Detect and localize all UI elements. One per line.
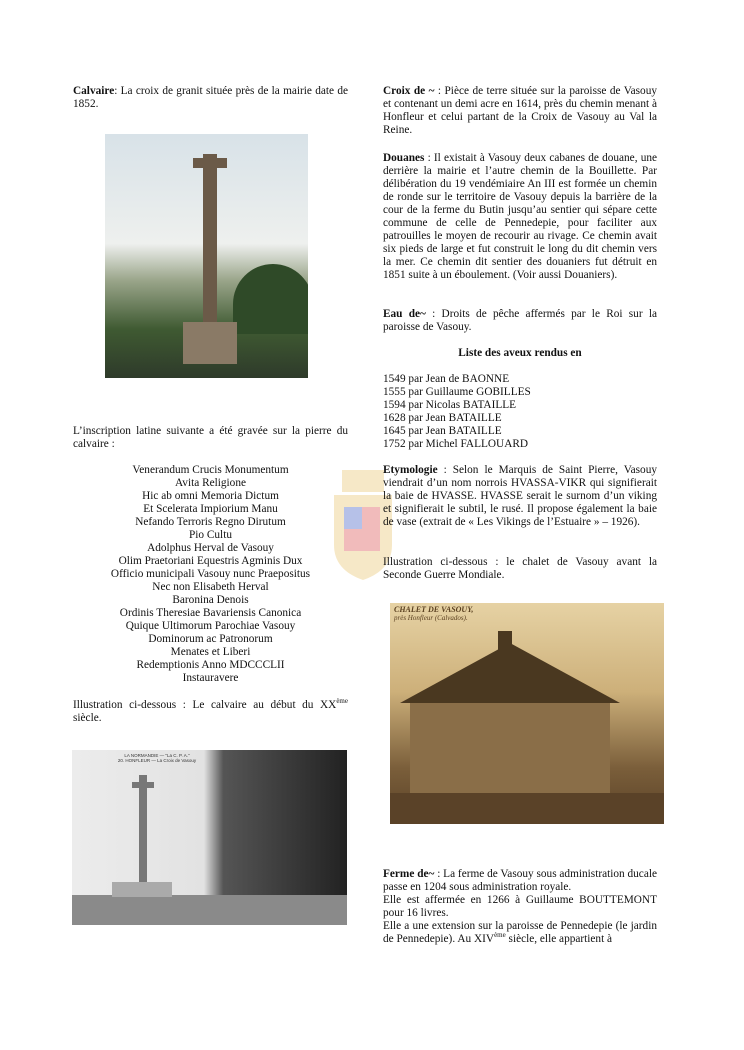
inscription-line: Avita Religione xyxy=(174,477,246,489)
illustration-text: Illustration ci-dessous : Le calvaire au début du XX xyxy=(73,699,337,711)
calvaire-entry xyxy=(73,85,348,111)
illustration-caption-right xyxy=(383,556,657,582)
aveu-item: 1752 par Michel FALLOUARD xyxy=(383,438,529,450)
inscription-intro-text: L’inscription latine suivante a été gravée sur la pierre du calvaire : xyxy=(73,425,348,450)
inscription-line: Redemptionis Anno MDCCCLII xyxy=(136,659,285,671)
term-etymologie: Etymologie xyxy=(383,464,438,476)
aveu-item: 1645 par Jean BATAILLE xyxy=(383,425,502,437)
illustration-end: siècle. xyxy=(73,712,102,724)
ferme-text: : La ferme de Vasouy sous administration ducale passe en 1204 sous administration royale. xyxy=(383,868,657,893)
postcard-caption-1: LA NORMANDIE — "La C. P. A." xyxy=(124,753,190,758)
inscription-line: Nefando Terroris Regno Dirutum xyxy=(135,516,286,528)
inscription-line: Pio Cultu xyxy=(188,529,232,541)
ferme-entry xyxy=(383,868,657,946)
aveu-item: 1549 par Jean de BAONNE xyxy=(383,373,510,385)
term-eau: Eau de~ xyxy=(383,308,426,320)
inscription-line: Quique Ultimorum Parochiae Vasouy xyxy=(125,620,296,632)
chalet-photo xyxy=(390,603,664,824)
croix-entry xyxy=(383,85,657,137)
aveu-item: 1628 par Jean BATAILLE xyxy=(383,412,502,424)
calvaire-postcard xyxy=(72,750,347,925)
etymologie-text: : Selon le Marquis de Saint Pierre, Vasouy viendrait d’un nom norrois HVASSA-VIKR qui signifierait la baie de HVASSE. HVASSE serait le surnom d’un viking et signifierait le subtil, le rusé. Il propose également la baie de vase (extrait de « Les Vikings de l’Estuaire » – 1926). xyxy=(383,464,657,528)
ferme-text-3: Elle a une extension sur la paroisse de Pennedepie (le jardin de Pennedepie). Au XIV xyxy=(383,920,657,945)
inscription-intro xyxy=(73,425,348,451)
term-douanes: Douanes xyxy=(383,152,425,164)
inscription-line: Et Scelerata Impiorium Manu xyxy=(143,503,278,515)
superscript: ème xyxy=(494,931,506,940)
inscription-line: Adolphus Herval de Vasouy xyxy=(147,542,274,554)
superscript: ème xyxy=(336,697,348,706)
inscription-line: Dominorum ac Patronorum xyxy=(148,633,273,645)
inscription-line: Baronina Denois xyxy=(172,594,249,606)
calvaire-text: : La croix de granit située près de la mairie date de 1852. xyxy=(73,85,348,110)
inscription-line: Officio municipali Vasouy nunc Praepositus xyxy=(110,568,311,580)
inscription-line: Venerandum Crucis Monumentum xyxy=(132,464,289,476)
term-croix: Croix de ~ xyxy=(383,85,435,97)
eau-text: : Droits de pêche affermés par le Roi sur la paroisse de Vasouy. xyxy=(383,308,658,333)
croix-text: : Pièce de terre située sur la paroisse de Vasouy et contenant un demi acre en 1614, près du chemin menant à Honfleur et celui partant de la Croix de Vasouy au Val la Reine. xyxy=(383,85,657,136)
term-ferme: Ferme de~ xyxy=(383,868,435,880)
postcard-caption-2: 20. HONFLEUR — La Croix de Vasouy xyxy=(117,758,197,763)
eau-entry xyxy=(383,308,657,334)
ferme-text-3-end: siècle, elle appartient à xyxy=(505,933,613,945)
liste-title-text: Liste des aveux rendus en xyxy=(458,347,582,359)
inscription-line: Hic ab omni Memoria Dictum xyxy=(142,490,279,502)
chalet-caption-1: CHALET DE VASOUY, xyxy=(394,605,474,614)
douanes-text: : Il existait à Vasouy deux cabanes de douane, une derrière la mairie et l’autre chemin de la Bouillette. Par délibération du 19 vendémiaire An III est formée un chemin de ronde sur le territoire de Vasouy depuis la barrière de la cour de la ferme du Butin jusqu’au sentier qui sépare cette commune de celle de Pennedepie, pour faciliter aux patrouilles le moyen de recourir au rivage. Ce chemin avait six pieds de large et fut construit le long du dit chemin vers la mer. Ce chemin dit sentier des douaniers fut détruit en 1851 suite à un éboulement. (Voir aussi Douaniers). xyxy=(383,152,657,281)
ferme-text-2: Elle est affermée en 1266 à Guillaume BOUTTEMONT pour 16 livres. xyxy=(383,894,657,919)
inscription-line: Menates et Liberi xyxy=(170,646,251,658)
term-calvaire: Calvaire xyxy=(73,85,115,97)
etymologie-entry xyxy=(383,464,657,529)
liste-title xyxy=(383,347,657,360)
inscription-line: Instauravere xyxy=(182,672,239,684)
inscription-line: Olim Praetoriani Equestris Agminis Dux xyxy=(118,555,303,567)
chalet-caption-2: près Honfleur (Calvados). xyxy=(394,614,468,622)
aveux-list xyxy=(383,373,657,451)
douanes-entry xyxy=(383,152,657,282)
calvaire-photo xyxy=(105,134,308,378)
illustration-right-text: Illustration ci-dessous : le chalet de Vasouy avant la Seconde Guerre Mondiale. xyxy=(383,556,657,581)
inscription-line: Ordinis Theresiae Bavariensis Canonica xyxy=(119,607,302,619)
aveu-item: 1594 par Nicolas BATAILLE xyxy=(383,399,517,411)
latin-inscription xyxy=(73,464,348,685)
inscription-line: Nec non Elisabeth Herval xyxy=(152,581,269,593)
aveu-item: 1555 par Guillaume GOBILLES xyxy=(383,386,531,398)
illustration-caption-left xyxy=(73,699,348,725)
